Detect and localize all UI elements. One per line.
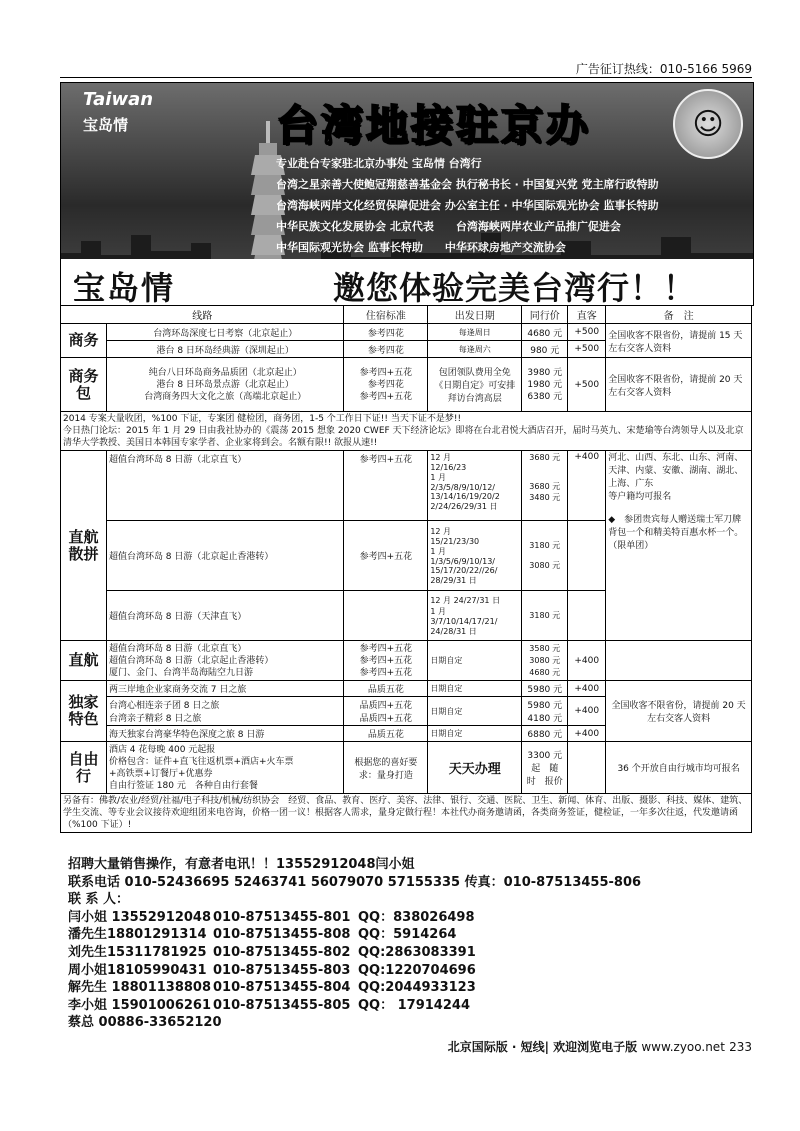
contact-person: 刘先生15311781925 010-87513455-802 QQ:2863083391 bbox=[68, 944, 476, 960]
contact-person: 李小姐 15901006261 010-87513455-805 QQ： 17914244 bbox=[68, 997, 470, 1013]
recruit-line: 招聘大量销售操作，有意者电讯！！13552912048闫小姐 bbox=[68, 857, 415, 872]
page-footer: 北京国际版 · 短线| 欢迎浏览电子版 www.zyoo.net 233 bbox=[447, 1040, 752, 1054]
tour-price-table bbox=[60, 305, 752, 833]
table-row: 直航 超值台湾环岛 8 日游（北京直飞） 超值台湾环岛 8 日游（北京起止香港转） 厦门、金门、台湾半岛海陆空九日游 参考四+五花 参考四+五花 参考四+五花 日期自定 3580 元 3080 元 4680 元 +400 bbox=[61, 641, 752, 681]
category-direct-flight: 直航散拼 bbox=[61, 451, 107, 641]
ad-hotline: 广告征订热线：010-5166 5969 bbox=[575, 62, 752, 76]
contact-person: 潘先生18801291314 010-87513455-808 QQ：5914264 bbox=[68, 927, 457, 943]
banner-slogan-bar: 宝岛情 邀您体验完美台湾行！！ bbox=[61, 259, 753, 305]
banner bbox=[60, 82, 754, 306]
table-row: 商务包 纯台八日环岛商务品质团（北京起止） 港台 8 日环岛景点游（北京起止） 台湾商务四大文化之旅（高端北京起止） 参考四+五花 参考四花 参考四+五花 包团领队费用全免《日期自定》可安排拜访台湾高层 3980 元 1980 元 6380 元 +500 全国收客不限省份，请提前 20 天左右交客人资料 bbox=[61, 358, 752, 412]
category-package: 商务包 bbox=[61, 358, 107, 412]
banner-affiliations: 专业赴台专家驻北京办事处 宝岛情 台湾行 台湾之星亲善大使鲍冠翔慈善基金会 执行秘书长 · 中国复兴党 党主席行政特助 台湾海峡两岸文化经贸保障促进会 办公室主任 · 中华国际观光协会 监事长特助 中华民族文化发展协会 北京代表 台湾海峡两岸农业产品推广促进会 中华国际观光协会 监事长特助 中华环球房地产交流协会 bbox=[276, 157, 659, 254]
contact-block bbox=[68, 856, 641, 1032]
phone-line: 联系电话 010-52436695 52463741 56079070 57155335 传真：010-87513455-806 bbox=[68, 874, 642, 890]
remarks-text: 另备有：佛教/农业/经贸/社福/电子科技/机械/纺织协会 经贸、食品、教育、医疗、美容、法律、银行、交通、医院、卫生、新闻、体育、出版、摄影、科技、媒体、建筑、学生交流、等专业会议接待欢迎组团来电咨询，价格一团一议！根据客人需求，量身定做行程！本社代办商务邀请函，各类商务签证，健检证，一年多次往返，代发邀请函（%100 下证）! bbox=[61, 794, 752, 833]
table-row: 港台 8 日环岛经典游（深圳起止） 参考四花 每逢周六 980 元 +500 bbox=[61, 341, 752, 358]
table-row: 商务 台湾环岛深度七日考察（北京起止） 参考四花 每逢周日 4680 元 +500 全国收客不限省份，请提前 15 天左右交客人资料 bbox=[61, 324, 752, 341]
mascot-medal-icon: ☺ bbox=[673, 89, 743, 159]
boss-contact: 蔡总 00886-33652120 bbox=[68, 1015, 222, 1031]
category-exclusive: 独家特色 bbox=[61, 681, 107, 742]
table-row: 独家特色 两三岸地企业家商务交流 7 日之旅 品质五花 日期自定 5980 元 +400 全国收客不限省份，请提前 20 天左右交客人资料 bbox=[61, 681, 752, 697]
table-row: 直航散拼 超值台湾环岛 8 日游（北京直飞） 参考四+五花 12 月 12/16/23 1 月 2/3/5/8/9/10/12/ 13/14/16/19/20/2 2/24/26/29/31 日 3680 元 3680 元 3480 元 +400 河北、山西、东北、山东、河南、天津、内蒙、安徽、湖南、湖北、上海、广东 等户籍均可报名 ◆ 参团贵宾每人赠送瑞士军刀牌背包一个和精美特百惠水杯一个。（限单团） bbox=[61, 451, 752, 521]
contact-person: 周小姐18105990431 010-87513455-803 QQ:1220704696 bbox=[68, 962, 476, 978]
category-free-travel: 自由行 bbox=[61, 742, 107, 794]
remarks-row bbox=[61, 794, 752, 833]
table-row: 海天独家台湾豪华特色深度之旅 8 日游 品质五花 日期自定 6880 元 +400 bbox=[61, 726, 752, 742]
table-header-row: 线路 住宿标准 出发日期 同行价 直客 备 注 bbox=[61, 306, 752, 324]
website-link[interactable]: www.zyoo.net bbox=[641, 1040, 725, 1054]
page-number: 233 bbox=[729, 1040, 752, 1054]
table-row: 自由行 酒店 4 花每晚 400 元起报 价格包含：证件+直飞往返机票+酒店+火车票 +高铁票+订餐厅+优惠券 自由行签证 180 元 各种自由行套餐 根据您的喜好要求：量身打造 天天办理 3300 元 起 随 时 报价 36 个开放自由行城市均可报名 bbox=[61, 742, 752, 794]
banner-title: 台湾地接驻京办 bbox=[276, 101, 592, 150]
contact-person: 闫小姐 13552912048 010-87513455-801 QQ：838026498 bbox=[68, 909, 475, 925]
brand-logo: Taiwan 宝岛情 bbox=[83, 89, 154, 134]
notice-text: 2014 专案大量收团，%100 下证，专案团 健检团，商务团，1-5 个工作日下证!! 当天下证不是梦!! 今日热门论坛：2015 年 1 月 29 日由我社协办的《震荡 2015 想象 2020 CWEF 天下经济论坛》即将在台北君悦大酒店召开，届时马英九、宋楚瑜等台湾领导人以及北京清华大学教授、美国日本韩国专家学者、企业家将到会。名额有限!! 欲报从速!! bbox=[61, 412, 752, 451]
top-divider bbox=[60, 77, 752, 78]
table-row: 超值台湾环岛 8 日游（北京起止香港转） 参考四+五花 12 月 15/21/23/30 1 月 1/3/5/6/9/10/13/ 15/17/20/22//26/ 28/29/31 日 3180 元 3080 元 bbox=[61, 521, 752, 591]
category-business: 商务 bbox=[61, 324, 107, 358]
contact-person: 解先生 18801138808 010-87513455-804 QQ:2044933123 bbox=[68, 980, 476, 996]
table-row: 超值台湾环岛 8 日游（天津直飞） 12 月 24/27/31 日 1 月 3/7/10/14/17/21/ 24/28/31 日 3180 元 bbox=[61, 591, 752, 641]
table-row: 台湾心相连亲子团 8 日之旅 台湾亲子精彩 8 日之旅 品质四+五花 品质四+五花 日期自定 5980 元 4180 元 +400 bbox=[61, 697, 752, 726]
contact-label: 联 系 人： bbox=[68, 892, 130, 908]
category-direct-flight-2: 直航 bbox=[61, 641, 107, 681]
notice-row bbox=[61, 412, 752, 451]
